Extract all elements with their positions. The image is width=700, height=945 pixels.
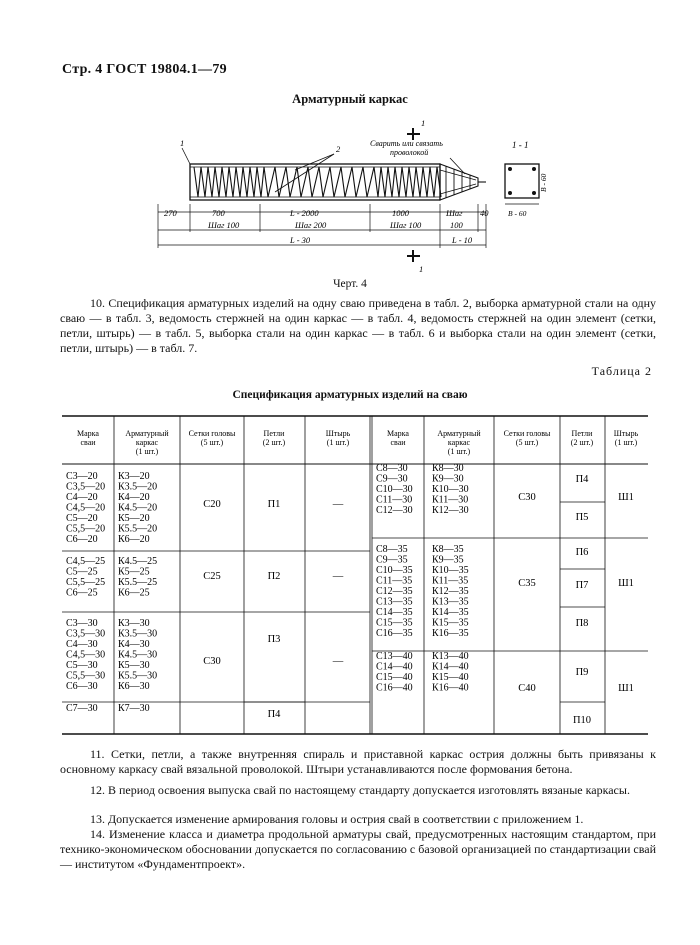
header-cell: Штырь (1 шт.) (325, 429, 351, 447)
header-cell: Марка сваи (77, 429, 99, 447)
pin-mark: Ш1 (618, 578, 634, 589)
side-dim: B - 60 (539, 173, 548, 192)
header-cell: Арматурный каркас (1 шт.) (125, 429, 169, 456)
dim-40: 40 (480, 208, 489, 218)
dim-l2000: L - 2000 (290, 208, 319, 218)
header-cell: Сетки головы (5 шт.) (503, 429, 551, 447)
figure-title: Арматурный каркас (292, 92, 408, 106)
pin-mark: — (332, 571, 344, 582)
loop-mark: П8 (575, 618, 589, 629)
callout-1: 1 (180, 138, 185, 148)
frame-mark: К3—30 К3.5—30 К4—30 К4.5—30 К5—30 К5.5—30 К6—30 (118, 618, 158, 692)
mesh-mark: С35 (518, 578, 536, 589)
paragraph-13: 13. Допускается изменение армирования головы и острия свай в соответствии с приложением 1. (90, 812, 584, 826)
pile-mark: С7—30 (66, 703, 98, 714)
frame-mark: К13—40 К14—40 К15—40 К16—40 (432, 651, 469, 694)
loop-mark: П1 (267, 499, 281, 510)
paragraph-14: 14. Изменение класса и диаметра продольной арматуры свай, предусмотренных настоящим стандартом, при технико-экономическом обосновании допускается по согласованию с базовой организацией по стандартизации свай — институтом «Фундаментпроект». (60, 827, 656, 871)
figure-caption: Черт. 4 (333, 278, 367, 290)
bottom-dim: B - 60 (508, 209, 527, 218)
paragraph-11: 11. Сетки, петли, а также внутренняя спираль и приставной каркас острия должны быть привязаны к основному каркасу свай вязальной проволокой. Штыри устанавливаются после формования бетона. (60, 747, 656, 776)
dim-step-200: Шаг 200 (295, 220, 327, 230)
header-cell: Петли (2 шт.) (262, 429, 286, 447)
loop-mark: П3 (267, 634, 281, 645)
frame-mark: К3—20 К3.5—20 К4—20 К4.5—20 К5—20 К5.5—20 К6—20 (118, 471, 158, 545)
loop-mark: П9 (575, 667, 589, 678)
dim-1000: 1000 (392, 208, 409, 218)
header-cell: Сетки головы (5 шт.) (188, 429, 236, 447)
pile-mark: С8—35 С9—35 С10—35 С11—35 С12—35 С13—35 С14—35 С15—35 С16—35 (376, 544, 413, 639)
mesh-mark: С25 (203, 571, 221, 582)
weld-note-2: проволокой (390, 148, 429, 157)
pin-mark: — (332, 656, 344, 667)
dim-step-100a: Шаг 100 (208, 220, 240, 230)
dim-100: 100 (450, 220, 463, 230)
loop-mark: П4 (575, 474, 589, 485)
header-cell: Марка сваи (387, 429, 409, 447)
header-cell: Арматурный каркас (1 шт.) (437, 429, 481, 456)
table-label: Таблица 2 (591, 364, 652, 378)
frame-mark: К8—30 К9—30 К10—30 К11—30 К12—30 (432, 463, 469, 516)
pin-mark: Ш1 (618, 492, 634, 503)
section-mark-bottom: 1 (419, 264, 424, 274)
loop-mark: П10 (572, 715, 592, 726)
page-header: Стр. 4 ГОСТ 19804.1—79 (62, 62, 227, 77)
pile-mark: С13—40 С14—40 С15—40 С16—40 (376, 651, 413, 694)
pin-mark: — (332, 499, 344, 510)
rebar-cage-drawing (150, 112, 570, 277)
mesh-mark: С30 (518, 492, 536, 503)
mesh-mark: С20 (203, 499, 221, 510)
loop-mark: П5 (575, 512, 589, 523)
callout-2: 2 (336, 144, 341, 154)
mesh-mark: С40 (518, 683, 536, 694)
spec-table (62, 414, 648, 736)
loop-mark: П4 (267, 709, 281, 720)
dim-step: Шаг (446, 208, 463, 218)
table-title: Спецификация арматурных изделий на сваю (232, 389, 468, 401)
frame-mark: К4.5—25 К5—25 К5.5—25 К6—25 (118, 556, 158, 599)
mesh-mark: С30 (203, 656, 221, 667)
pile-mark: С3—30 С3,5—30 С4—30 С4,5—30 С5—30 С5,5—30 С6—30 (66, 618, 106, 692)
dim-270: 270 (164, 208, 177, 218)
header-cell: Штырь (1 шт.) (613, 429, 639, 447)
header-cell: Петли (2 шт.) (570, 429, 594, 447)
dim-l30: L - 30 (290, 235, 311, 245)
section-label: 1 - 1 (512, 140, 529, 150)
pin-mark: Ш1 (618, 683, 634, 694)
weld-note: Сварить или связать (370, 139, 443, 148)
paragraph-10: 10. Спецификация арматурных изделий на одну сваю приведена в табл. 2, выборка арматурной стали на одну сваю — в табл. 3, ведомость стержней на один каркас — в табл. 4, ведомость стержней на один элемент (сетки, петли, штырь) — в табл. 5, выборка стали на один каркас — в табл. 6 и выборка стали на один элемент (сетки, петли, штырь) — в табл. 7. (60, 296, 656, 355)
dim-700: 700 (212, 208, 225, 218)
loop-mark: П6 (575, 547, 589, 558)
pile-mark: С4,5—25 С5—25 С5,5—25 С6—25 (66, 556, 106, 599)
dim-l10: L - 10 (452, 235, 473, 245)
loop-mark: П7 (575, 580, 589, 591)
pile-mark: С8—30 С9—30 С10—30 С11—30 С12—30 (376, 463, 413, 516)
paragraph-12: 12. В период освоения выпуска свай по настоящему стандарту допускается изготовлять вязаные каркасы. (90, 783, 630, 797)
dim-step-100b: Шаг 100 (390, 220, 422, 230)
frame-mark: К7—30 (118, 703, 150, 714)
loop-mark: П2 (267, 571, 281, 582)
pile-mark: С3—20 С3,5—20 С4—20 С4,5—20 С5—20 С5,5—20 С6—20 (66, 471, 106, 545)
section-mark-top: 1 (421, 118, 426, 128)
frame-mark: К8—35 К9—35 К10—35 К11—35 К12—35 К13—35 К14—35 К15—35 К16—35 (432, 544, 469, 639)
